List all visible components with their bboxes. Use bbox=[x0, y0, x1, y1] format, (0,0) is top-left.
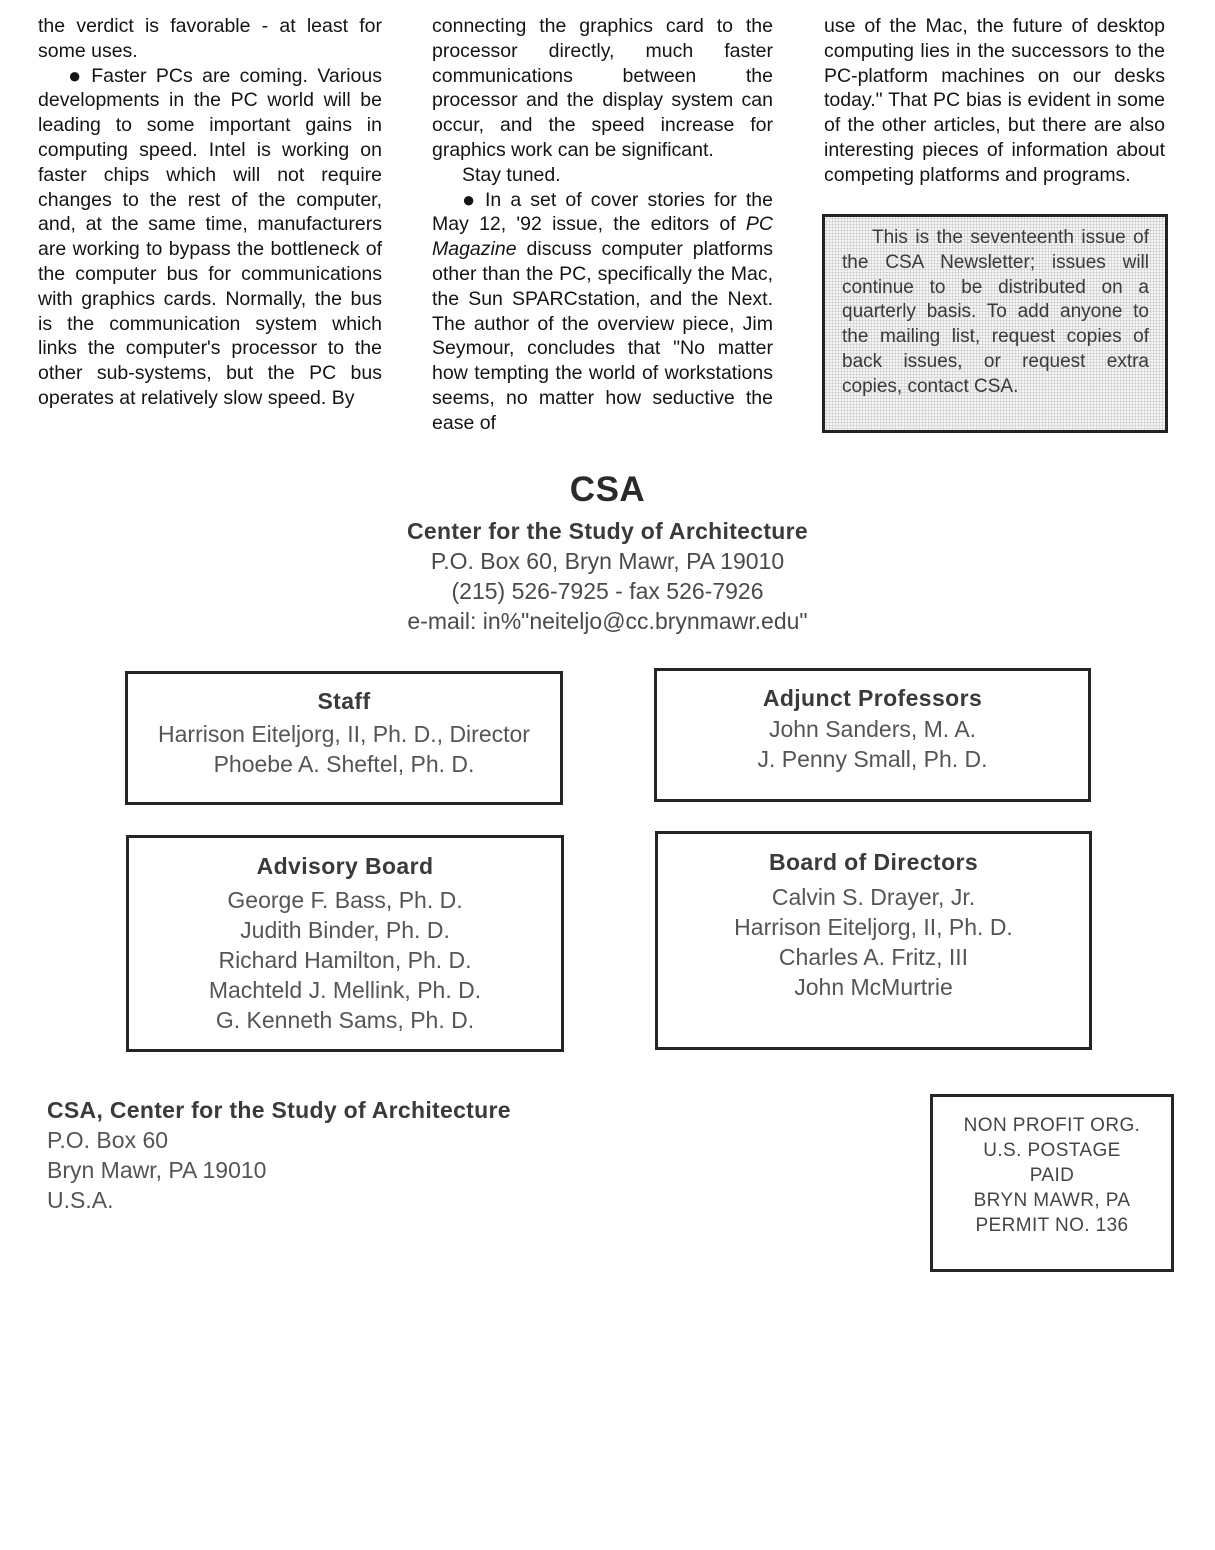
box-title: Adjunct Professors bbox=[762, 685, 983, 711]
masthead-phone: (215) 526-7925 - fax 526-7926 bbox=[451, 578, 764, 604]
member-list bbox=[658, 882, 1089, 1002]
list-item: John McMurtrie bbox=[794, 974, 953, 1000]
masthead-address: P.O. Box 60, Bryn Mawr, PA 19010 bbox=[430, 548, 785, 574]
masthead-email: e-mail: in%"neiteljo@cc.brynmawr.edu" bbox=[407, 608, 808, 634]
member-list bbox=[128, 719, 560, 779]
article-column-1 bbox=[38, 14, 382, 411]
masthead-abbreviation: CSA bbox=[569, 470, 646, 509]
bullet-icon: ● bbox=[462, 186, 479, 212]
list-item: George F. Bass, Ph. D. bbox=[227, 887, 463, 913]
postage-line: PERMIT NO. 136 bbox=[975, 1215, 1129, 1236]
list-item: Judith Binder, Ph. D. bbox=[240, 917, 450, 943]
masthead-name: Center for the Study of Architecture bbox=[407, 518, 808, 544]
board-of-directors-box bbox=[655, 831, 1092, 1050]
postage-line: BRYN MAWR, PA bbox=[973, 1190, 1131, 1211]
list-item: Harrison Eiteljorg, II, Ph. D., Director bbox=[158, 721, 530, 747]
paragraph-text: discuss computer platforms other than the PC, specifically the Mac, the Sun SPARCstation, and the Next. The author of the overview piece, Jim Seymour, concludes that "No matter how tempting the world of workstations seems, no matter how seductive the ease of bbox=[432, 238, 773, 434]
list-item: J. Penny Small, Ph. D. bbox=[757, 746, 988, 772]
list-item: Charles A. Fritz, III bbox=[778, 944, 969, 970]
return-address-line: Bryn Mawr, PA 19010 bbox=[47, 1157, 267, 1183]
member-list bbox=[129, 885, 561, 1035]
member-list bbox=[657, 714, 1088, 774]
return-address-name: CSA, Center for the Study of Architecture bbox=[47, 1097, 511, 1123]
list-item: Calvin S. Drayer, Jr. bbox=[771, 884, 976, 910]
publication-title: PC Magazine bbox=[432, 213, 773, 261]
postage-line: PAID bbox=[1029, 1165, 1075, 1186]
paragraph: the verdict is favorable - at least for some uses. bbox=[38, 15, 382, 62]
list-item: Machteld J. Mellink, Ph. D. bbox=[208, 977, 482, 1003]
postage-line: U.S. POSTAGE bbox=[983, 1140, 1121, 1161]
return-address-line: U.S.A. bbox=[47, 1187, 114, 1213]
list-item: John Sanders, M. A. bbox=[768, 716, 977, 742]
paragraph: connecting the graphics card to the processor directly, much faster communications between the processor and the display system can occur, and the speed increase for graphics work can be significant. bbox=[432, 15, 773, 161]
box-title: Advisory Board bbox=[256, 853, 434, 879]
return-address-line: P.O. Box 60 bbox=[47, 1127, 169, 1153]
article-column-3 bbox=[824, 14, 1165, 188]
staff-box bbox=[125, 671, 563, 805]
adjunct-professors-box bbox=[654, 668, 1091, 802]
list-item: G. Kenneth Sams, Ph. D. bbox=[215, 1007, 475, 1033]
list-item: Richard Hamilton, Ph. D. bbox=[218, 947, 472, 973]
advisory-board-box bbox=[126, 835, 564, 1052]
paragraph-lead: Faster PCs are coming. bbox=[91, 64, 308, 87]
article-column-2 bbox=[432, 14, 773, 436]
notice-text: This is the seventeenth issue of the CSA Newsletter; issues will continue to be distributed on a quarterly basis. To add anyone to the mailing list, request copies of back issues, or request extra copies, contact CSA. bbox=[842, 227, 1149, 397]
newsletter-notice-box bbox=[822, 214, 1168, 433]
postage-indicia bbox=[930, 1094, 1174, 1272]
postage-line: NON PROFIT ORG. bbox=[963, 1115, 1141, 1136]
box-title: Board of Directors bbox=[768, 849, 979, 875]
bullet-icon: ● bbox=[68, 62, 86, 88]
paragraph: Stay tuned. bbox=[462, 163, 561, 186]
paragraph-text: In a set of cover stories for the May 12, '92 issue, the editors of bbox=[432, 188, 773, 236]
paragraph: use of the Mac, the future of desktop computing lies in the successors to the PC-platform machines on our desks today." That PC bias is evident in some of the other articles, but there are also interesting pieces of information about competing platforms and programs. bbox=[824, 15, 1165, 186]
list-item: Harrison Eiteljorg, II, Ph. D. bbox=[734, 914, 1013, 940]
paragraph bbox=[38, 64, 382, 411]
box-title: Staff bbox=[317, 688, 371, 714]
return-address bbox=[47, 1095, 511, 1215]
list-item: Phoebe A. Sheftel, Ph. D. bbox=[213, 751, 475, 777]
paragraph-body: Various developments in the PC world will be leading to some important gains in computing speed. Intel is working on faster chips which will not require changes to the rest of the computer, and, at the same time, manufacturers are working to bypass the bottleneck of the computer bus for communications with graphics cards. Normally, the bus is the communication system which links the computer's processor to the other sub-systems, but the PC bus operates at relatively slow speed. By bbox=[38, 64, 382, 409]
paragraph bbox=[432, 188, 773, 436]
